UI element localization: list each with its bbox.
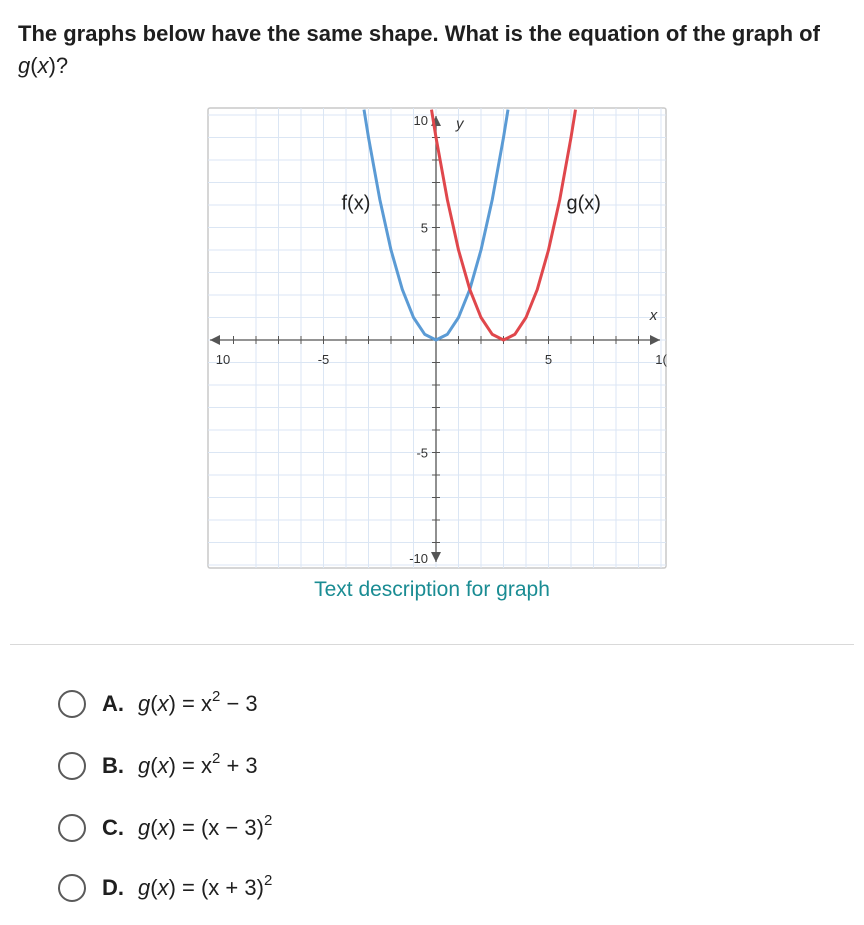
x-tick-label: 10: [215, 352, 231, 367]
y-tick-label: 5: [420, 220, 428, 236]
option-a[interactable]: [58, 684, 258, 724]
question-function: g(x)?: [18, 53, 69, 78]
option-equation: $g(x) = (x - 3)^2$: [138, 812, 273, 840]
x-tick-label: -5: [317, 352, 330, 367]
question-body: The graphs below have the same shape. What is the equation of the graph of: [18, 21, 820, 46]
option-letter: B.: [102, 753, 124, 778]
graph: [190, 100, 670, 575]
question-fn-arg: x: [37, 53, 49, 78]
option-letter: A.: [102, 691, 124, 716]
option-d[interactable]: [58, 868, 272, 908]
radio-d[interactable]: [58, 874, 86, 902]
f-label: f(x): [341, 192, 371, 215]
question-fn-name: g: [18, 53, 31, 78]
question-text: [18, 18, 848, 82]
option-equation: $g(x) = x^2 + 3$: [138, 750, 258, 778]
x-tick-label: 1(: [655, 352, 667, 367]
question-suffix: ?: [55, 53, 69, 78]
option-equation: $g(x) = (x + 3)^2$: [138, 872, 273, 900]
divider: [10, 644, 854, 645]
x-axis-label: x: [649, 307, 658, 324]
x-tick-label: 5: [544, 352, 553, 367]
y-tick-label: -5: [416, 445, 428, 461]
radio-c[interactable]: [58, 814, 86, 842]
y-axis-label: y: [456, 115, 464, 133]
y-tick-label: 10: [413, 113, 428, 128]
option-c[interactable]: [58, 808, 272, 848]
y-tick-label: -10: [409, 551, 428, 566]
radio-b[interactable]: [58, 752, 86, 780]
radio-a[interactable]: [58, 690, 86, 718]
option-equation: $g(x) = x^2 - 3$: [138, 688, 258, 716]
option-letter: C.: [102, 815, 124, 840]
option-b[interactable]: [58, 746, 258, 786]
option-letter: D.: [102, 875, 124, 900]
g-label: g(x): [566, 192, 601, 215]
text-description-link[interactable]: Text description for graph: [314, 578, 550, 601]
